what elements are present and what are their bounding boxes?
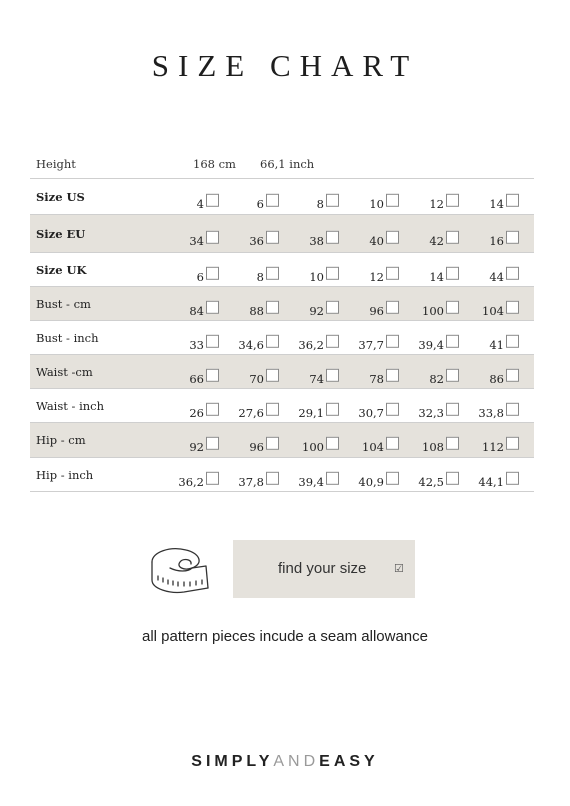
cell-value: 16 <box>489 233 504 248</box>
cell-value: 78 <box>369 371 384 386</box>
size-checkbox[interactable] <box>206 230 219 243</box>
size-checkbox[interactable] <box>326 193 339 206</box>
size-cell <box>224 334 279 350</box>
cell-value: 33,8 <box>478 405 504 420</box>
size-cell <box>164 266 219 282</box>
size-checkbox[interactable] <box>506 368 519 381</box>
size-cell <box>404 230 459 246</box>
size-checkbox[interactable] <box>266 368 279 381</box>
cell-value: 44,1 <box>478 474 504 489</box>
size-cell <box>404 402 459 418</box>
size-checkbox[interactable] <box>206 193 219 206</box>
size-checkbox[interactable] <box>326 266 339 279</box>
size-checkbox[interactable] <box>506 300 519 313</box>
size-checkbox[interactable] <box>446 402 459 415</box>
size-cell <box>164 300 219 316</box>
cell-value: 39,4 <box>418 337 444 352</box>
cell-value: 37,7 <box>358 337 384 352</box>
size-checkbox[interactable] <box>266 266 279 279</box>
size-checkbox[interactable] <box>446 368 459 381</box>
table-row <box>30 423 534 458</box>
size-checkbox[interactable] <box>206 368 219 381</box>
cell-value: 36,2 <box>178 474 204 489</box>
cell-value: 88 <box>249 303 264 318</box>
size-checkbox[interactable] <box>266 193 279 206</box>
size-checkbox[interactable] <box>326 368 339 381</box>
size-checkbox[interactable] <box>446 471 459 484</box>
size-cell <box>464 334 519 350</box>
size-checkbox[interactable] <box>326 300 339 313</box>
brand-part-simply: SIMPLY <box>191 753 274 770</box>
cell-value: 10 <box>369 196 384 211</box>
size-checkbox[interactable] <box>506 334 519 347</box>
size-cell <box>284 334 339 350</box>
table-row <box>30 287 534 321</box>
height-row <box>30 148 534 179</box>
row-label: Hip - inch <box>36 467 94 482</box>
height-label: Height <box>36 157 76 171</box>
size-checkbox[interactable] <box>206 334 219 347</box>
cell-value: 38 <box>309 233 324 248</box>
size-checkbox[interactable] <box>446 193 459 206</box>
size-checkbox[interactable] <box>386 300 399 313</box>
cell-value: 44 <box>489 269 504 284</box>
size-cell <box>284 193 339 209</box>
size-cell <box>284 300 339 316</box>
size-cell <box>464 437 519 453</box>
size-checkbox[interactable] <box>386 437 399 450</box>
cell-value: 10 <box>309 269 324 284</box>
cell-value: 86 <box>489 371 504 386</box>
size-cell <box>404 471 459 487</box>
size-cell <box>164 193 219 209</box>
cell-value: 100 <box>302 439 324 454</box>
size-cell <box>464 402 519 418</box>
size-checkbox[interactable] <box>206 266 219 279</box>
brand-part-and: AND <box>273 753 320 770</box>
cell-value: 27,6 <box>238 405 264 420</box>
size-cell <box>344 334 399 350</box>
size-cell <box>224 437 279 453</box>
size-table <box>30 179 534 492</box>
row-label: Size US <box>36 189 85 204</box>
size-cell <box>464 471 519 487</box>
size-cell <box>284 471 339 487</box>
cell-value: 92 <box>189 439 204 454</box>
size-cell <box>164 437 219 453</box>
size-cell <box>224 300 279 316</box>
seam-allowance-note: all pattern pieces incude a seam allowance <box>141 628 428 645</box>
size-cell <box>464 266 519 282</box>
cell-value: 41 <box>489 337 504 352</box>
size-cell <box>224 368 279 384</box>
size-cell <box>404 266 459 282</box>
size-checkbox[interactable] <box>446 300 459 313</box>
cell-value: 26 <box>189 405 204 420</box>
cell-value: 96 <box>369 303 384 318</box>
size-checkbox[interactable] <box>386 334 399 347</box>
size-checkbox[interactable] <box>206 300 219 313</box>
size-checkbox[interactable] <box>266 437 279 450</box>
size-checkbox[interactable] <box>446 437 459 450</box>
size-checkbox[interactable] <box>266 471 279 484</box>
size-cell <box>464 230 519 246</box>
size-checkbox[interactable] <box>506 230 519 243</box>
cell-value: 74 <box>309 371 324 386</box>
size-checkbox[interactable] <box>386 402 399 415</box>
cell-value: 33 <box>189 337 204 352</box>
size-checkbox[interactable] <box>506 402 519 415</box>
size-cell <box>284 230 339 246</box>
find-your-size-label: find your size <box>278 560 367 577</box>
row-label: Waist - inch <box>36 398 105 413</box>
cell-value: 12 <box>429 196 444 211</box>
cell-value: 96 <box>249 439 264 454</box>
cell-value: 4 <box>196 196 204 211</box>
size-checkbox[interactable] <box>446 230 459 243</box>
cell-value: 104 <box>362 439 384 454</box>
size-checkbox[interactable] <box>266 300 279 313</box>
brand-part-easy: EASY <box>319 753 379 770</box>
size-checkbox[interactable] <box>506 193 519 206</box>
size-cell <box>224 471 279 487</box>
cell-value: 84 <box>189 303 204 318</box>
row-label: Bust - cm <box>36 296 91 311</box>
size-cell <box>344 300 399 316</box>
size-checkbox[interactable] <box>386 368 399 381</box>
cell-value: 108 <box>422 439 444 454</box>
cell-value: 29,1 <box>298 405 324 420</box>
size-cell <box>464 300 519 316</box>
size-cell <box>344 368 399 384</box>
size-checkbox[interactable] <box>386 266 399 279</box>
size-cell <box>284 266 339 282</box>
cell-value: 8 <box>256 269 264 284</box>
cell-value: 36,2 <box>298 337 324 352</box>
size-cell <box>464 193 519 209</box>
cell-value: 112 <box>482 439 504 454</box>
row-label: Waist -cm <box>36 364 93 379</box>
size-checkbox[interactable] <box>206 402 219 415</box>
size-cell <box>284 402 339 418</box>
size-cell <box>344 402 399 418</box>
size-checkbox[interactable] <box>206 471 219 484</box>
size-cell <box>164 334 219 350</box>
cell-value: 100 <box>422 303 444 318</box>
table-row <box>30 253 534 287</box>
table-row <box>30 179 534 215</box>
page-title: SIZE CHART <box>151 48 419 83</box>
cell-value: 104 <box>482 303 504 318</box>
cell-value: 14 <box>429 269 444 284</box>
cell-value: 40 <box>369 233 384 248</box>
row-label: Size EU <box>36 226 86 241</box>
row-label: Hip - cm <box>36 433 86 447</box>
size-checkbox[interactable] <box>386 230 399 243</box>
size-cell <box>404 193 459 209</box>
table-row <box>30 321 534 355</box>
table-row <box>30 215 534 253</box>
size-cell <box>224 230 279 246</box>
size-cell <box>404 300 459 316</box>
cell-value: 34 <box>189 233 204 248</box>
cell-value: 82 <box>429 371 444 386</box>
size-cell <box>344 437 399 453</box>
size-checkbox[interactable] <box>206 437 219 450</box>
cell-value: 30,7 <box>358 405 384 420</box>
measuring-tape-icon <box>148 542 214 598</box>
cell-value: 92 <box>309 303 324 318</box>
size-cell <box>224 266 279 282</box>
size-checkbox[interactable] <box>326 334 339 347</box>
size-cell <box>284 437 339 453</box>
cell-value: 6 <box>196 269 204 284</box>
find-your-size-button[interactable] <box>233 540 415 598</box>
size-cell <box>224 193 279 209</box>
cell-value: 40,9 <box>358 474 384 489</box>
table-row <box>30 458 534 492</box>
size-checkbox[interactable] <box>386 471 399 484</box>
cell-value: 8 <box>316 196 324 211</box>
cell-value: 12 <box>369 269 384 284</box>
size-cell <box>404 368 459 384</box>
size-checkbox[interactable] <box>506 266 519 279</box>
checkbox-icon: ☑ <box>394 563 404 575</box>
cell-value: 37,8 <box>238 474 264 489</box>
size-cell <box>284 368 339 384</box>
row-label: Bust - inch <box>36 330 99 345</box>
size-cell <box>164 230 219 246</box>
size-checkbox[interactable] <box>506 437 519 450</box>
size-cell <box>224 402 279 418</box>
size-checkbox[interactable] <box>446 334 459 347</box>
cell-value: 70 <box>249 371 264 386</box>
size-cell <box>404 437 459 453</box>
size-cell <box>164 471 219 487</box>
height-cm-value: 168 cm <box>193 157 236 171</box>
table-row <box>30 389 534 423</box>
size-cell <box>344 471 399 487</box>
cell-value: 32,3 <box>418 405 444 420</box>
size-cell <box>344 230 399 246</box>
cell-value: 34,6 <box>238 337 264 352</box>
size-checkbox[interactable] <box>326 402 339 415</box>
table-row <box>30 355 534 389</box>
size-checkbox[interactable] <box>266 334 279 347</box>
size-cell <box>404 334 459 350</box>
brand-logo <box>0 753 570 771</box>
size-checkbox[interactable] <box>266 230 279 243</box>
size-checkbox[interactable] <box>506 471 519 484</box>
cell-value: 14 <box>489 196 504 211</box>
cell-value: 6 <box>256 196 264 211</box>
size-cell <box>464 368 519 384</box>
size-checkbox[interactable] <box>326 437 339 450</box>
cell-value: 42,5 <box>418 474 444 489</box>
cell-value: 39,4 <box>298 474 324 489</box>
size-checkbox[interactable] <box>326 230 339 243</box>
cell-value: 36 <box>249 233 264 248</box>
size-checkbox[interactable] <box>266 402 279 415</box>
cell-value: 42 <box>429 233 444 248</box>
size-cell <box>344 193 399 209</box>
size-cell <box>164 368 219 384</box>
size-checkbox[interactable] <box>386 193 399 206</box>
size-cell <box>164 402 219 418</box>
row-label: Size UK <box>36 262 87 277</box>
size-checkbox[interactable] <box>326 471 339 484</box>
cell-value: 66 <box>189 371 204 386</box>
height-inch-value: 66,1 inch <box>260 157 315 171</box>
size-checkbox[interactable] <box>446 266 459 279</box>
size-cell <box>344 266 399 282</box>
